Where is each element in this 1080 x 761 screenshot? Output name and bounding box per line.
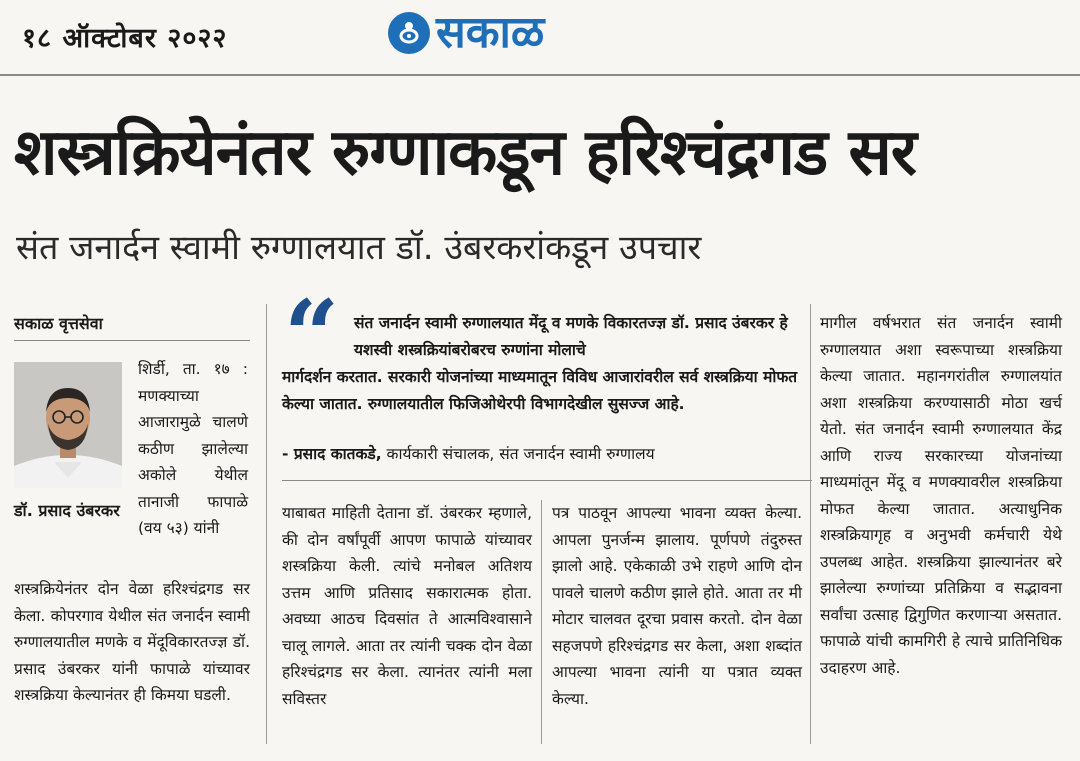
pull-quote-role: कार्यकारी संचालक, संत जनार्दन स्वामी रुग्णालय: [386, 445, 655, 463]
byline: सकाळ वृत्तसेवा: [14, 312, 250, 341]
article-column-2: याबाबत माहिती देताना डॉ. उंबरकर म्हणाले, की दोन वर्षांपूर्वी आपण फापाळे यांच्यावर शस्त्रक्रिया केली. त्यांचे मनोबल अतिशय उत्तम आणि प्रतिसाद सकारात्मक होता. अवघ्या आठच दिवसांत ते आत्मविश्वासाने चालू लागले. आता तर त्यांनी चक्क दोन वेळा हरिश्चंद्रगड सर केला. त्यानंतर त्यांनी मला सविस्तर: [282, 504, 532, 708]
pull-quote-rest: मार्गदर्शन करतात. सरकारी योजनांच्या माध्यमातून विविध आजारांवरील सर्व शस्त्रक्रिया मोफत केल्या जातात. रुग्णालयातील फिजिओथेरपी विभागदेखील सुसज्ज आहे.: [282, 368, 798, 413]
article-column-3: पत्र पाठवून आपल्या भावना व्यक्त केल्या. आपला पुनर्जन्म झालाय. पूर्णपणे तंदुरुस्त झालो आहे. एकेकाळी उभे राहणे आणि दोन पावले चालणे कठीण झाले होते. आता तर मी मोटार चालवत दूरचा प्रवास करतो. दोन वेळा सहजपणे हरिश्चंद्रगड सर केला, अशा शब्दांत आपल्या भावना त्यांनी या पत्रात व्यक्त केल्या.: [552, 504, 802, 708]
masthead-title: सकाळ: [436, 7, 545, 58]
quote-mark-icon: “: [284, 279, 340, 392]
masthead-logo-icon: [388, 12, 430, 54]
header-divider: [0, 74, 1080, 76]
pull-quote-first: संत जनार्दन स्वामी रुग्णालयात मेंदू व मणके विकारतज्ज्ञ डॉ. प्रसाद उंबरकर हे यशस्वी शस्त्रक्रियांबरोबरच रुग्णांना मोलाचे: [354, 314, 788, 359]
masthead: [388, 4, 544, 62]
article-column-1-side: शिर्डी, ता. १७ : मणक्याच्या आजारामुळे चालणे कठीण झालेल्या अकोले येथील तानाजी फापाळे (वय ५३) यांनी: [138, 360, 248, 537]
edition-date: १८ ऑक्टोबर २०२२: [22, 23, 228, 54]
photo-caption: डॉ. प्रसाद उंबरकर: [14, 501, 120, 520]
pull-quote-author: - प्रसाद कातकडे,: [282, 445, 382, 463]
column-divider-3: [810, 304, 811, 744]
article-column-1: शस्त्रक्रियेनंतर दोन वेळा हरिश्चंद्रगड सर केला. कोपरगाव येथील संत जनार्दन स्वामी रुग्णालयातील मणके व मेंदूविकारतज्ज्ञ डॉ. प्रसाद उंबरकर यांनी फापाळे यांच्यावर शस्त्रक्रिया केल्यानंतर ही किमया घडली.: [14, 580, 250, 704]
column-divider-2: [541, 500, 542, 744]
article-headline: शस्त्रक्रियेनंतर रुग्णाकडून हरिश्चंद्रगड सर: [14, 116, 916, 190]
author-photo: [14, 362, 122, 488]
pull-quote-attribution: [282, 442, 812, 481]
column-divider-1: [266, 304, 267, 744]
article-subheadline: संत जनार्दन स्वामी रुग्णालयात डॉ. उंबरकरांकडून उपचार: [16, 228, 702, 268]
article-column-4: मागील वर्षभरात संत जनार्दन स्वामी रुग्णालयात अशा स्वरूपाच्या शस्त्रक्रिया केल्या जातात. महानगरांतील रुग्णालयांत अशा शस्त्रक्रिया करण्यासाठी मोठा खर्च येतो. संत जनार्दन स्वामी रुग्णालयात केंद्र आणि राज्य सरकारच्या योजनांच्या माध्यमांतून मेंदू व मणक्यावरील शस्त्रक्रिया मोफत केल्या जातात. अत्याधुनिक शस्त्रक्रियागृह व अनुभवी कर्मचारी येथे उपलब्ध आहेत. शस्त्रक्रिया झाल्यानंतर बरे झालेल्या रुग्णांच्या प्रतिक्रिया व सद्भावना सर्वांचा उत्साह द्विगुणित करणाऱ्या असतात. फापाळे यांची कामगिरी हे त्याचे प्रातिनिधिक उदाहरण आहे.: [820, 314, 1062, 677]
pull-quote: [282, 310, 802, 418]
